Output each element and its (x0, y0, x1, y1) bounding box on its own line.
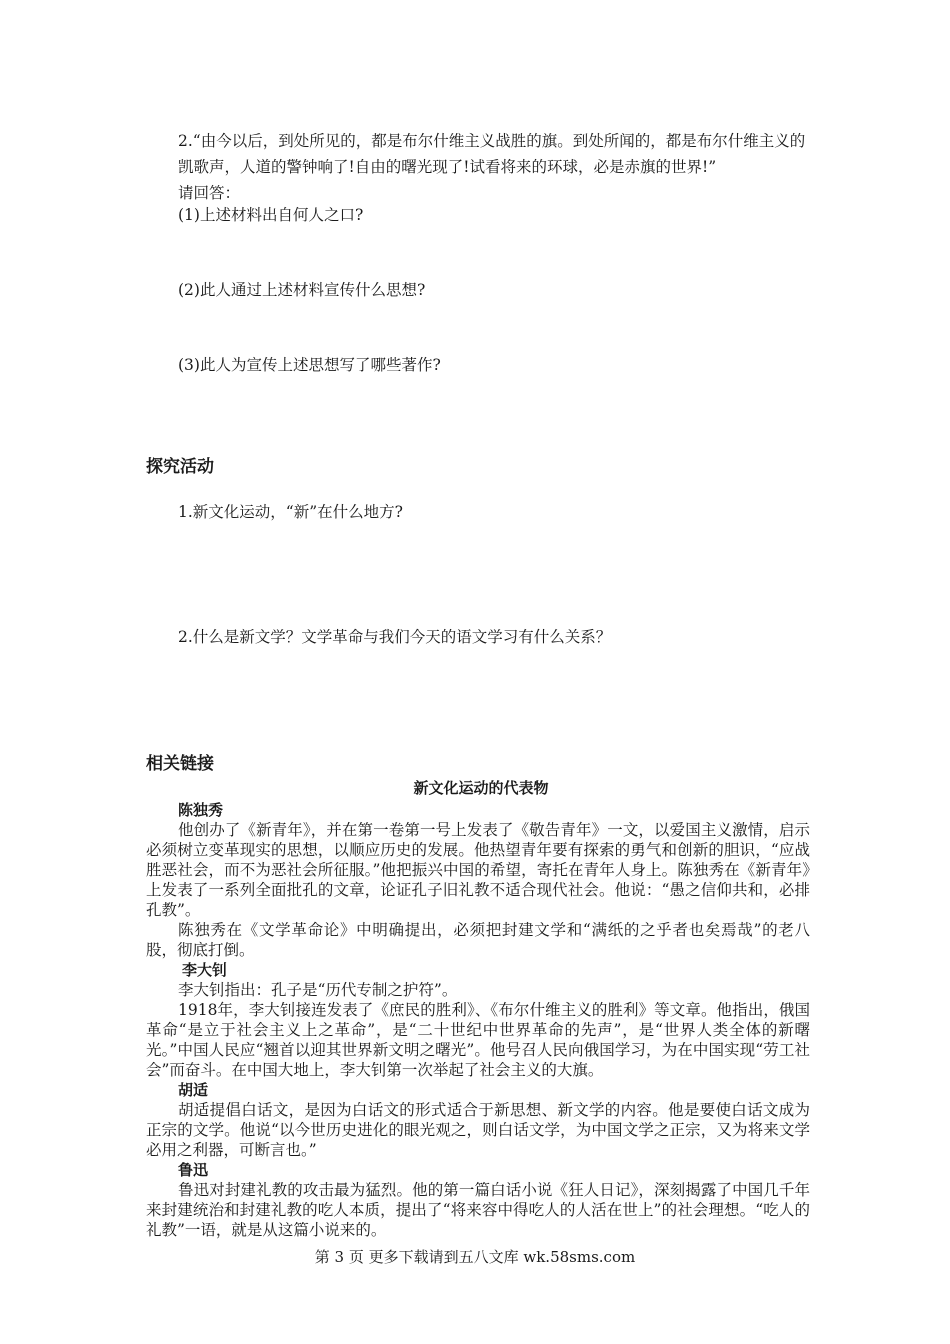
li-paragraph-1: 李大钊指出：孔子是“历代专制之护符”。 (178, 981, 458, 999)
lu-paragraph-1: 鲁迅对封建礼教的攻击最为猛烈。他的第一篇白话小说《狂人日记》，深刻揭露了中国几千年来封建统治和封建礼教的吃人本质，提出了“将来容中得吃人的人活在世上”的社会理想。“吃人的礼教”一语，就是从这篇小说来的。 (146, 1181, 810, 1239)
links-title: 新文化运动的代表物 (413, 779, 549, 797)
question-2-text: 2.“由今以后，到处所见的，都是布尔什维主义战胜的旗。到处所闻的，都是布尔什维主义的凯歌声，人道的警钟响了!自由的曙光现了!试看将来的环球，必是赤旗的世界!” (178, 132, 806, 176)
explore-question-1: 1.新文化运动，“新”在什么地方? (178, 503, 403, 521)
question-2-prompt: 请回答： (178, 184, 241, 202)
hu-paragraph-1: 胡适提倡白话文，是因为白话文的形式适合于新思想、新文学的内容。他是要使白话文成为正宗的文学。他说“以今世历史进化的眼光观之，则白话文学，为中国文学之正宗，又为将来文学必用之利器，可断言也。” (146, 1101, 810, 1159)
explore-question-2: 2.什么是新文学？文学革命与我们今天的语文学习有什么关系？ (178, 628, 612, 646)
lu-name: 鲁迅 (178, 1161, 209, 1179)
question-2-sub-2: (2)此人通过上述材料宣传什么思想? (178, 281, 426, 299)
chen-paragraph-1: 他创办了《新青年》，并在第一卷第一号上发表了《敬告青年》一文，以爱国主义激情，启示必须树立变革现实的思想，以顺应历史的发展。他热望青年要有探索的勇气和创新的胆识，“应战胜恶社会，而不为恶社会所征服。”他把振兴中国的希望，寄托在青年人身上。陈独秀在《新青年》上发表了一系列全面批孔的文章，论证孔子旧礼教不适合现代社会。他说：“愚之信仰共和，必排孔教”。 (146, 821, 810, 919)
li-paragraph-2: 1918年，李大钊接连发表了《庶民的胜利》、《布尔什维主义的胜利》等文章。他指出，俄国革命“是立于社会主义上之革命”，是“二十世纪中世界革命的先声”，是“世界人类全体的新曙光。”中国人民应“翘首以迎其世界新文明之曙光”。他号召人民向俄国学习，为在中国实现“劳工社会”而奋斗。在中国大地上，李大钊第一次举起了社会主义的大旗。 (146, 1001, 810, 1079)
links-body (146, 800, 810, 1240)
chen-paragraph-2: 陈独秀在《文学革命论》中明确提出，必须把封建文学和“满纸的之乎者也矣焉哉”的老八股，彻底打倒。 (146, 921, 810, 959)
hu-name: 胡适 (178, 1081, 209, 1099)
links-heading: 相关链接 (146, 754, 214, 774)
page-footer: 第 3 页 更多下载请到五八文库 wk.58sms.com (314, 1248, 636, 1266)
chen-name: 陈独秀 (178, 801, 224, 819)
question-2-sub-1: (1)上述材料出自何人之口? (178, 206, 364, 224)
question-2-sub-3: (3)此人为宣传上述思想写了哪些著作? (178, 356, 441, 374)
explore-heading: 探究活动 (146, 457, 214, 477)
question-2 (146, 128, 816, 206)
li-name: 李大钊 (182, 961, 228, 979)
